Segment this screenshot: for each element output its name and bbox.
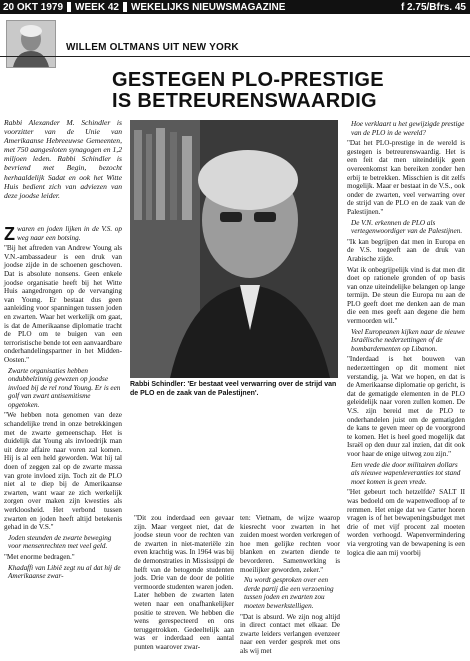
paragraph: "Dat is absurd. We zijn nog altijd in direct contact met elkaar. De zwarte leiders verlangen evenzeer naar een verder gesprek met ons als wij met	[240, 612, 340, 655]
paragraph: waren en joden lijken in de V.S. op weg naar een botsing.	[17, 225, 122, 242]
headline	[112, 70, 468, 112]
interview-question: Veel Europeanen kijken naar de nieuwe Israëlische nederzettingen of de bombardementen op Libanon.	[351, 327, 465, 353]
interview-question: Hoe verklaart u het gewijzigde prestige van de PLO in de wereld?	[351, 120, 465, 137]
article-column-2: "Dit zou inderdaad een gevaar zijn. Maar vergeet niet, dat de joodse steun voor de rechten van de zwarten in niet-materiële zin even krachtig was. In 1964 was bij de demonstraties in Mississippi de helft van de betogende studenten jods. Drie van de door de politie vermoorde studenten waren joden. Later hebben de zwarten laten weten naar een onafhankelijker positie te streven. We hebben die wens gerespecteerd en ons teruggetrokken. Gedeeltelijk aan was er inderdaad een aantal punten waarover zwar-	[134, 514, 235, 651]
interview-question: Khadaffi van Libië zegt nu al dat hij de Amerikaanse zwar-	[8, 563, 121, 581]
paragraph: Wat ik onbegrijpelijk vind is dat men dit doet op rationele gronden of op basis van onze uiteindelijke belangen op lange termijn. De steun die Europa nu aan de PLO geeft doet me denken aan de man die een mes geeft aan degene die hem vermoorden wil."	[347, 265, 465, 326]
paragraph: ten: Vietnam, de wijze waarop kiesrecht voor zwarten in het zuiden moest worden verkregen of hoe men gelijke rechten voor blanken en zwarten diende te bevorderen. Samenwerking is moeilijker geworden, zeker."	[240, 514, 340, 574]
article-column-3	[240, 514, 340, 658]
headline-line-1: GESTEGEN PLO-PRESTIGE	[112, 69, 384, 91]
byline-divider	[0, 56, 470, 57]
byline: WILLEM OLTMANS UIT NEW YORK	[66, 42, 239, 53]
issue-week: WEEK 42	[75, 1, 119, 13]
article-column-1	[4, 225, 122, 583]
paragraph: "Het gebeurt toch hetzelfde? SALT II was bedoeld om de wapenwedloop af te remmen. Het enige dat we Carter horen vragen is of het bewapeningsbudget met drie of met vijf procent zal moeten worden verhoogd. Wapenvermindering via vergroting van de bewapening is een logica die aan mij voorbij	[347, 488, 465, 557]
paragraph: "Dat het PLO-prestige in de wereld is gestegen is betreurenswaardig. Het is een feit dat men uiteindelijk geen overeenkomst kan bereiken zonder hen erbij te betrekken. Misschien is dit zelfs mogelijk. Maar er bestaat in de V.S., ook onder de zwarten, veel verwarring over de strijd van de PLO en de zaak van de Palestijnen."	[347, 139, 465, 216]
paragraph: "We hebben nota genomen van deze schandelijke trend in onze betrekkingen met de zwarte gemeenschap. Het is duidelijk dat Young als invloedrijk man uit deze affaire naar voren zal komen. Hij is al een held geworden. Wat hij tal doen of zeggen zal op de zwarte massa van grote invloed zijn. Toch zit de PLO niet al te diep bij de Amerikaanse zwarten, want waar ze zich werkelijk zorgen over maken zijn kwesties als werkloosheid. Het verbond tussen zwarten en joden heeft altijd betekenis gehad in de V.S."	[4, 411, 122, 532]
article-intro: Rabbi Alexander M. Schindler is voorzitter van de Unie van Amerikaanse Hebreeuwse Gemeenten, met 750 aangesloten synagogen en 1,2 miljoen leden. Rabbi Schindler is bevriend met Begin, bezocht herhaaldelijk Sadat en ook het Witte Huis bedient zich van adviezen van deze joodse leider.	[4, 118, 122, 200]
author-portrait	[6, 20, 56, 68]
interview-question: Zwarte organisaties hebben ondubbelzinnig gewezen op joodse invloed bij de rel rond Young. Er is een golf van zwart antisemitisme opgetoken.	[8, 366, 121, 409]
masthead-bar	[0, 0, 470, 14]
article-column-4	[347, 120, 465, 559]
magazine-title: WEKELIJKS NIEUWSMAGAZINE	[130, 1, 286, 13]
paragraph: "Inderdaad is het bouwen van nederzettingen op dit moment niet verstandig, ja. Wat we hopen, en dat is de Amerikaanse diplomatie op gericht, is dat de gematigde elementen in de PLO geleidelijk naar voren zullen komen. De V.S. zijn bereid met de PLO te onderhandelen juist om de gematigden de kans te geven meer op de voorgrond te komen. Het is heel goed mogelijk dat Israël op den duur zal inzien, dat dit ook voor haar de enige uitweg zou zijn."	[347, 355, 465, 458]
interview-question: De V.N. erkennen de PLO als vertegenwoordiger van de Palestijnen.	[351, 218, 463, 236]
photo-caption: Rabbi Schindler: 'Er bestaat veel verwarring over de strijd van de PLO en de zaak van de Palestijnen'.	[130, 381, 337, 397]
headline-line-2: IS BETREURENSWAARDIG	[112, 90, 377, 112]
interview-question: Joden steunden de zwarte beweging voor mensenrechten met veel geld.	[8, 533, 112, 551]
separator	[67, 2, 71, 12]
paragraph: "Ik kan begrijpen dat men in Europa en de V.S. toegeeft aan de druk van Arabische zijde.	[347, 237, 465, 263]
paragraph: "Met enorme bedragen."	[4, 552, 75, 561]
issue-date: 20 OKT 1979	[3, 1, 64, 13]
issue-price: f 2.75/Bfrs. 45	[400, 1, 466, 13]
drop-cap: Z	[4, 224, 15, 244]
interview-question: Een vrede die door militairen dollars als nieuwe wapenleveranties tot stand moet komen is geen vrede.	[351, 460, 461, 486]
separator	[123, 2, 127, 12]
paragraph: "Bij het aftreden van Andrew Young als V.N.-ambassadeur is een druk van joodse zijde in de schoenen geschoven. Dat is absolute nonsens. Geen enkele joodse organisatie heeft bij het Witte Huis aangedrongen op de vervanging van Young. Er bestaat dus geen aanleiding voor spanningen tussen joden en zwarten. Waar het werkelijk om gaat, is dat de Amerikaanse diplomatie tracht de PLO om te buigen van een terroristische bende tot een aanvaardbare onderhandelingspartner in het Midden-Oosten."	[4, 244, 122, 364]
interview-question: Nu wordt gesproken over een derde partij die een verzoening tussen joden en zwarten zou moeten bewerkstelligen.	[244, 576, 334, 610]
rabbi-photo	[130, 120, 338, 378]
